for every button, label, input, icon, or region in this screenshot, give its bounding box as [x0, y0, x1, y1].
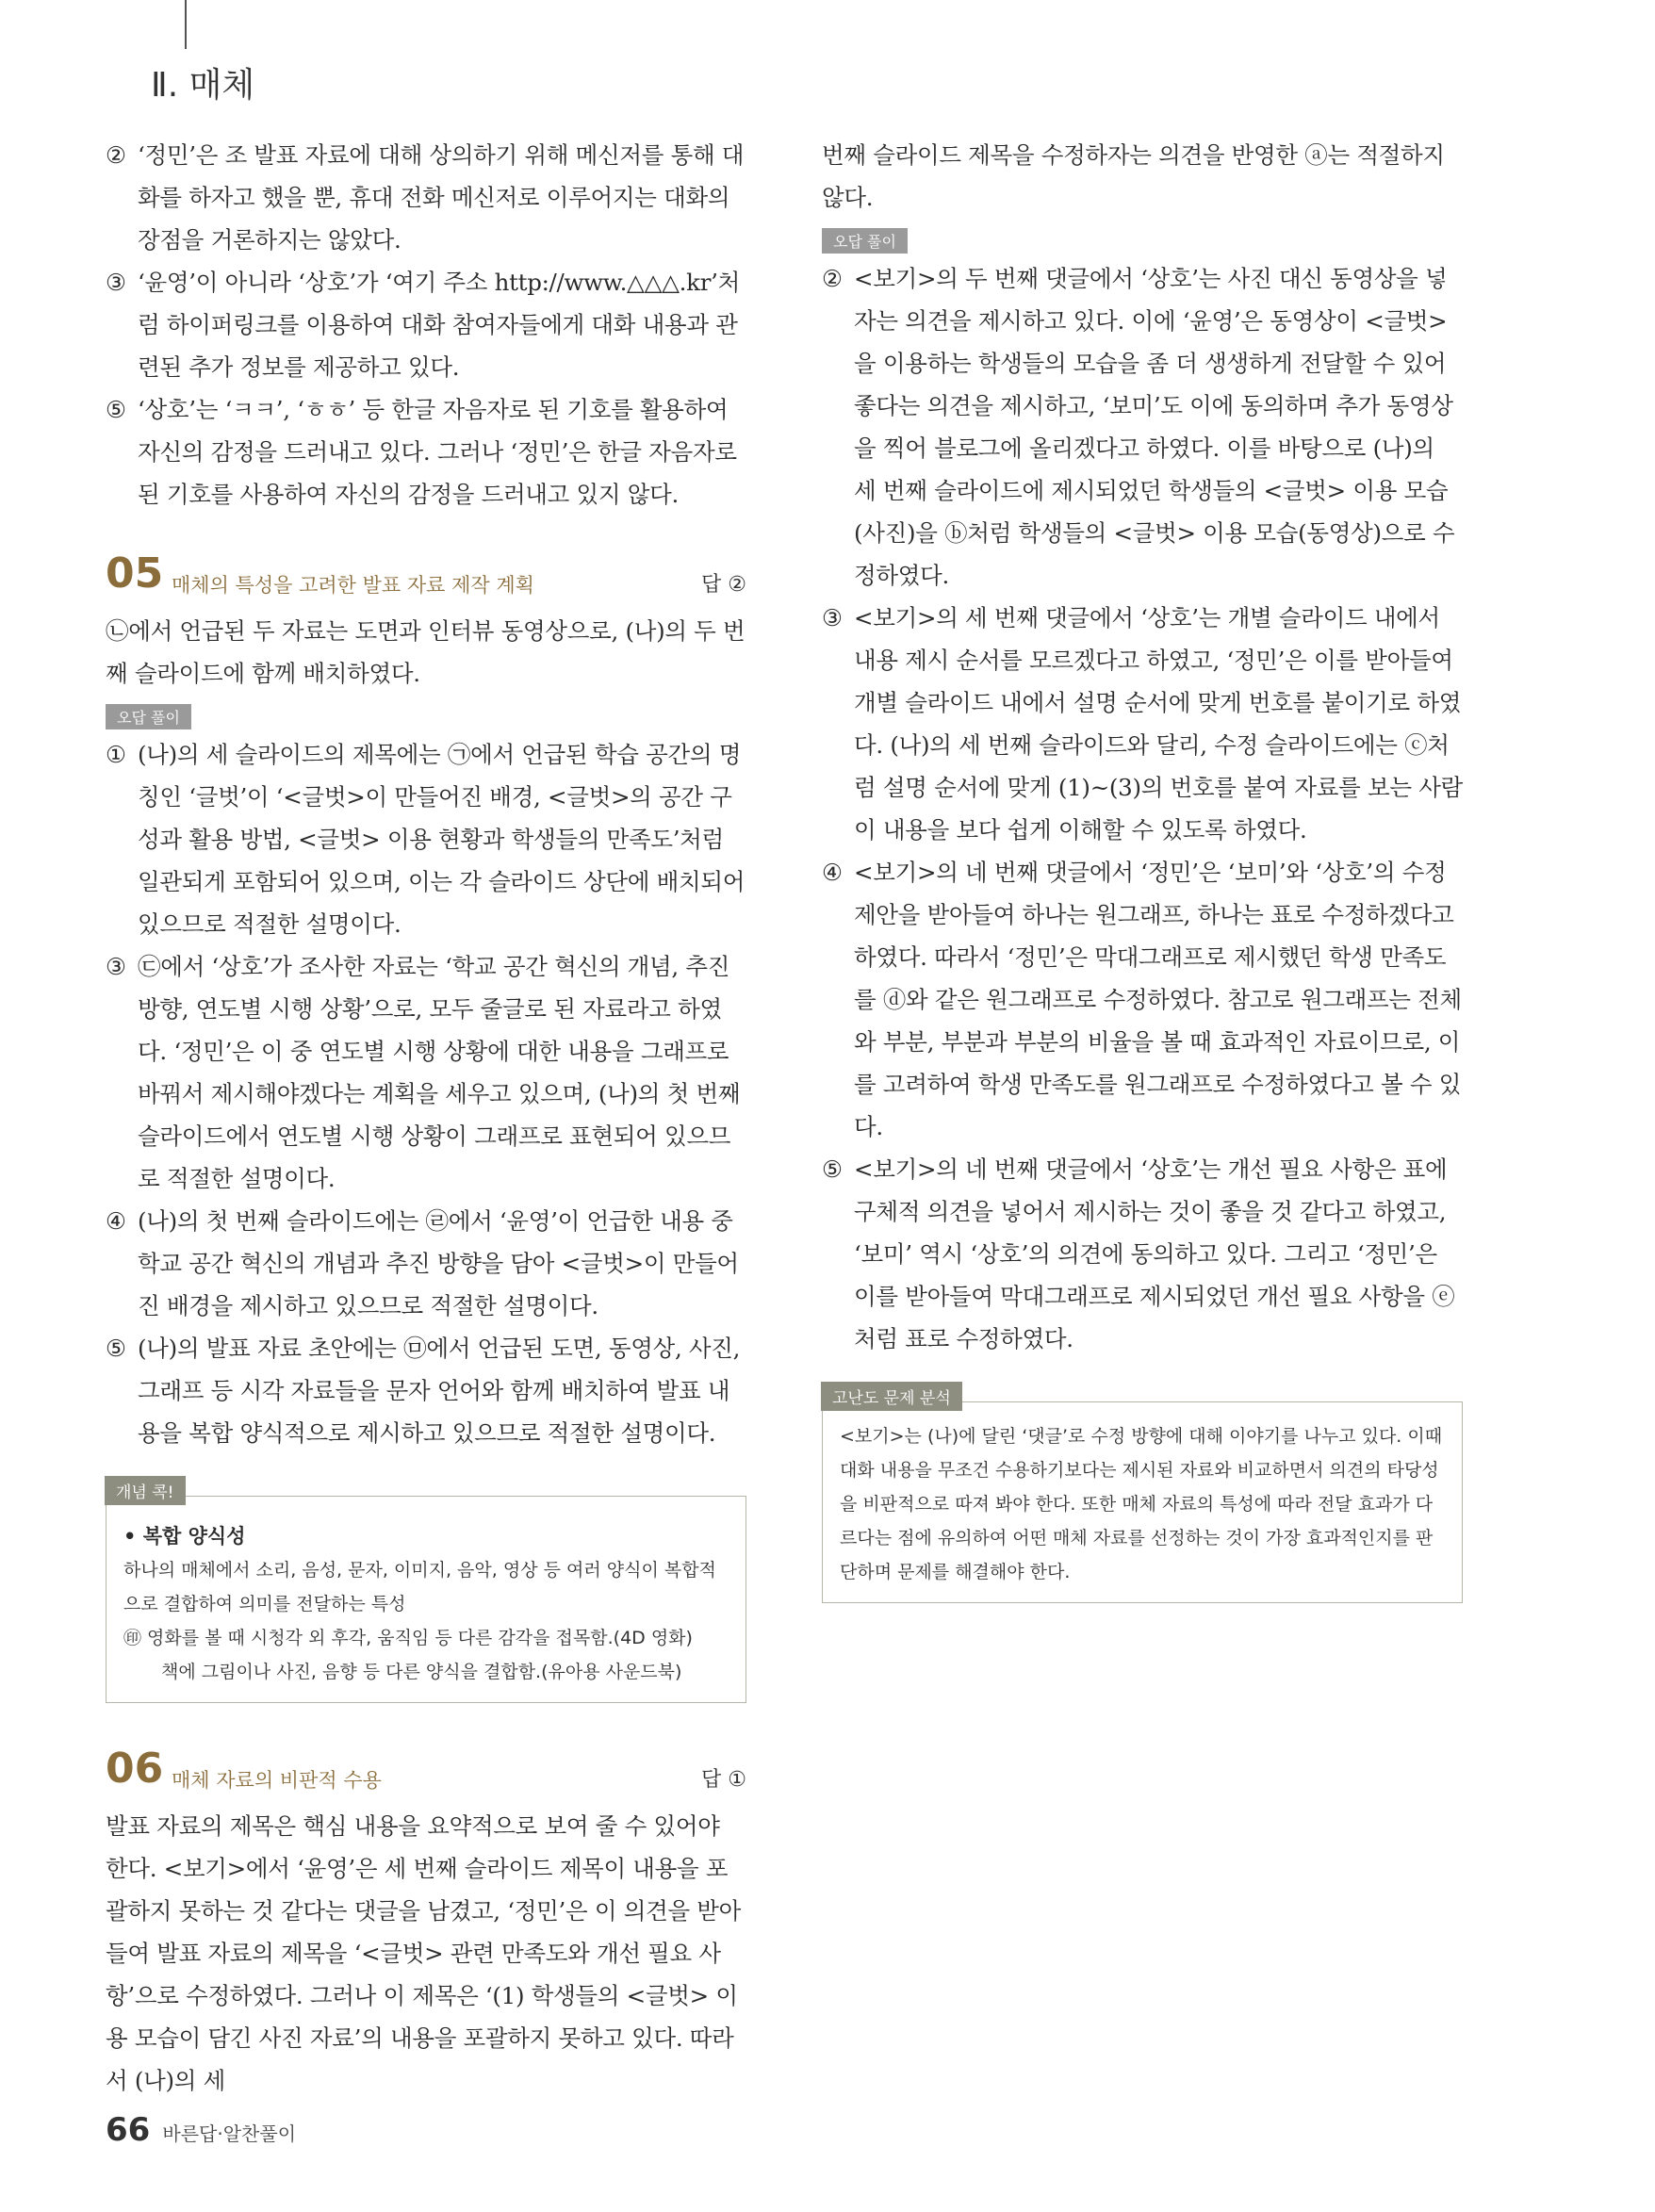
question-number: 06: [106, 1745, 164, 1793]
wrong-answer-tag: 오답 풀이: [106, 704, 191, 729]
list-item: ③ ㉢에서 ‘상호’가 조사한 자료는 ‘학교 공간 혁신의 개념, 추진 방향, 연도별 시행 상황’으로, 모두 줄글로 된 자료라고 하였다. ‘정민’은 이 중 연도별 시행 상황에 대한 내용을 그래프로 바꿔서 제시해야겠다는 계획을 세우고 있으며, (나)의 첫 번째 슬라이드에서 연도별 시행 상황이 그래프로 표현되어 있으므로 적절한 설명이다.: [106, 953, 741, 1192]
question-05-intro: ㉡에서 언급된 두 자료는 도면과 인터뷰 동영상으로, (나)의 두 번째 슬라이드에 함께 배치하였다.: [106, 617, 746, 687]
concept-definition: 하나의 매체에서 소리, 음성, 문자, 이미지, 음악, 영상 등 여러 양식이 복합적으로 결합하여 의미를 전달하는 특성: [123, 1560, 716, 1614]
list-item: ⑤ ‘상호’는 ‘ㅋㅋ’, ‘ㅎㅎ’ 등 한글 자음자로 된 기호를 활용하여 자신의 감정을 드러내고 있다. 그러나 ‘정민’은 한글 자음자로 된 기호를 사용하여 자신의 감정을 드러내고 있지 않다.: [106, 396, 737, 508]
continued-text: 번째 슬라이드 제목을 수정하자는 의견을 반영한 ⓐ는 적절하지 않다.: [822, 141, 1445, 211]
list-item: ⑤ <보기>의 네 번째 댓글에서 ‘상호’는 개선 필요 사항은 표에 구체적 의견을 넣어서 제시하는 것이 좋을 것 같다고 하였고, ‘보미’ 역시 ‘상호’의 의견에 동의하고 있다. 그리고 ‘정민’은 이를 받아들여 막대그래프로 제시되었던 개선 필요 사항을 ⓔ처럼 표로 수정하였다.: [822, 1155, 1455, 1352]
prev-answer-list: [106, 134, 746, 516]
list-item: ① (나)의 세 슬라이드의 제목에는 ㉠에서 언급된 학습 공간의 명칭인 ‘글벗’이 ‘<글벗>이 만들어진 배경, <글벗>의 공간 구성과 활용 방법, <글벗> 이용 현황과 학생들의 만족도’처럼 일관되게 포함되어 있으며, 이는 각 슬라이드 상단에 배치되어 있으므로 적절한 설명이다.: [106, 741, 746, 938]
concept-box: [106, 1483, 746, 1703]
question-title: 매체의 특성을 고려한 발표 자료 제작 계획: [172, 574, 534, 597]
concept-example: ㊞ 영화를 볼 때 시청각 외 후각, 움직임 등 다른 감각을 접목함.(4D 영화): [123, 1628, 693, 1648]
left-column: [106, 134, 746, 2102]
list-item: ② <보기>의 두 번째 댓글에서 ‘상호’는 사진 대신 동영상을 넣자는 의견을 제시하고 있다. 이에 ‘윤영’은 동영상이 <글벗>을 이용하는 학생들의 모습을 좀 더 생생하게 전달할 수 있어 좋다는 의견을 제시하고, ‘보미’도 이에 동의하며 추가 동영상을 찍어 블로그에 올리겠다고 하였다. 이를 바탕으로 (나)의 세 번째 슬라이드에 제시되었던 학생들의 <글벗> 이용 모습(사진)을 ⓑ처럼 학생들의 <글벗> 이용 모습(동영상)으로 수정하였다.: [822, 265, 1455, 589]
page-number: 66: [106, 2111, 151, 2149]
chapter-title: Ⅱ. 매체: [151, 66, 255, 105]
concept-tag: 개념 콕!: [105, 1476, 186, 1505]
concept-example: 책에 그림이나 사진, 음향 등 다른 양식을 결합함.(유아용 사운드북): [161, 1662, 682, 1682]
analysis-box: [822, 1389, 1463, 1603]
concept-title: • 복합 양식성: [123, 1525, 246, 1548]
list-item: ③ <보기>의 세 번째 댓글에서 ‘상호’는 개별 슬라이드 내에서 내용 제시 순서를 모르겠다고 하였고, ‘정민’은 이를 받아들여 개별 슬라이드 내에서 설명 순서에 맞게 번호를 붙이기로 하였다. (나)의 세 번째 슬라이드와 달리, 수정 슬라이드에는 ⓒ처럼 설명 순서에 맞게 (1)~(3)의 번호를 붙여 자료를 보는 사람이 내용을 보다 쉽게 이해할 수 있도록 하였다.: [822, 604, 1463, 844]
question-06-explanation: 발표 자료의 제목은 핵심 내용을 요약적으로 보여 줄 수 있어야 한다. <보기>에서 ‘윤영’은 세 번째 슬라이드 제목이 내용을 포괄하지 못하는 것 같다는 댓글을 남겼고, ‘정민’은 이 의견을 받아들여 발표 자료의 제목을 ‘<글벗> 관련 만족도와 개선 필요 사항’으로 수정하였다. 그러나 이 제목은 ‘(1) 학생들의 <글벗> 이용 모습이 담긴 사진 자료’의 내용을 포괄하지 못하고 있다. 따라서 (나)의 세: [106, 1812, 742, 2094]
list-item: ④ <보기>의 네 번째 댓글에서 ‘정민’은 ‘보미’와 ‘상호’의 수정 제안을 받아들여 하나는 원그래프, 하나는 표로 수정하겠다고 하였다. 따라서 ‘정민’은 막대그래프로 제시했던 학생 만족도를 ⓓ와 같은 원그래프로 수정하였다. 참고로 원그래프는 전체와 부분, 부분과 부분의 비율을 볼 때 효과적인 자료이므로, 이를 고려하여 학생 만족도를 원그래프로 수정하였다고 볼 수 있다.: [822, 859, 1462, 1140]
list-item: ③ ‘윤영’이 아니라 ‘상호’가 ‘여기 주소 http://www.△△△.kr’처럼 하이퍼링크를 이용하여 대화 참여자들에게 대화 내용과 관련된 추가 정보를 제공하고 있다.: [106, 269, 740, 381]
answer-label: 답 ①: [701, 1768, 746, 1792]
answer-label: 답 ②: [701, 573, 746, 597]
page-footer: [106, 2111, 296, 2149]
list-item: ⑤ (나)의 발표 자료 초안에는 ㉤에서 언급된 도면, 동영상, 사진, 그래프 등 시각 자료들을 문자 언어와 함께 배치하여 발표 내용을 복합 양식적으로 제시하고 있으므로 적절한 설명이다.: [106, 1335, 741, 1447]
header-rule: [185, 0, 187, 49]
question-title: 매체 자료의 비판적 수용: [172, 1769, 382, 1792]
question-06-header: [106, 1745, 746, 1801]
right-column: [822, 134, 1463, 1603]
analysis-text: <보기>는 (나)에 달린 ‘댓글’로 수정 방향에 대해 이야기를 나누고 있다. 이때 대화 내용을 무조건 수용하기보다는 제시된 자료와 비교하면서 의견의 타당성을 비판적으로 따져 봐야 한다. 또한 매체 자료의 특성에 따라 전달 효과가 다르다는 점에 유의하여 어떤 매체 자료를 선정하는 것이 가장 효과적인지를 판단하며 문제를 해결해야 한다.: [840, 1426, 1443, 1582]
list-item: ② ‘정민’은 조 발표 자료에 대해 상의하기 위해 메신저를 통해 대화를 하자고 했을 뿐, 휴대 전화 메신저로 이루어지는 대화의 장점을 거론하지는 않았다.: [106, 141, 745, 254]
question-number: 05: [106, 549, 164, 598]
wrong-answer-tag: 오답 풀이: [822, 228, 908, 254]
list-item: ④ (나)의 첫 번째 슬라이드에는 ㉣에서 ‘윤영’이 언급한 내용 중 학교 공간 혁신의 개념과 추진 방향을 담아 <글벗>이 만들어진 배경을 제시하고 있으므로 적절한 설명이다.: [106, 1207, 739, 1319]
footer-label: 바른답·알찬풀이: [162, 2122, 297, 2145]
analysis-tag: 고난도 문제 분석: [821, 1382, 962, 1411]
question-05-header: [106, 549, 746, 606]
